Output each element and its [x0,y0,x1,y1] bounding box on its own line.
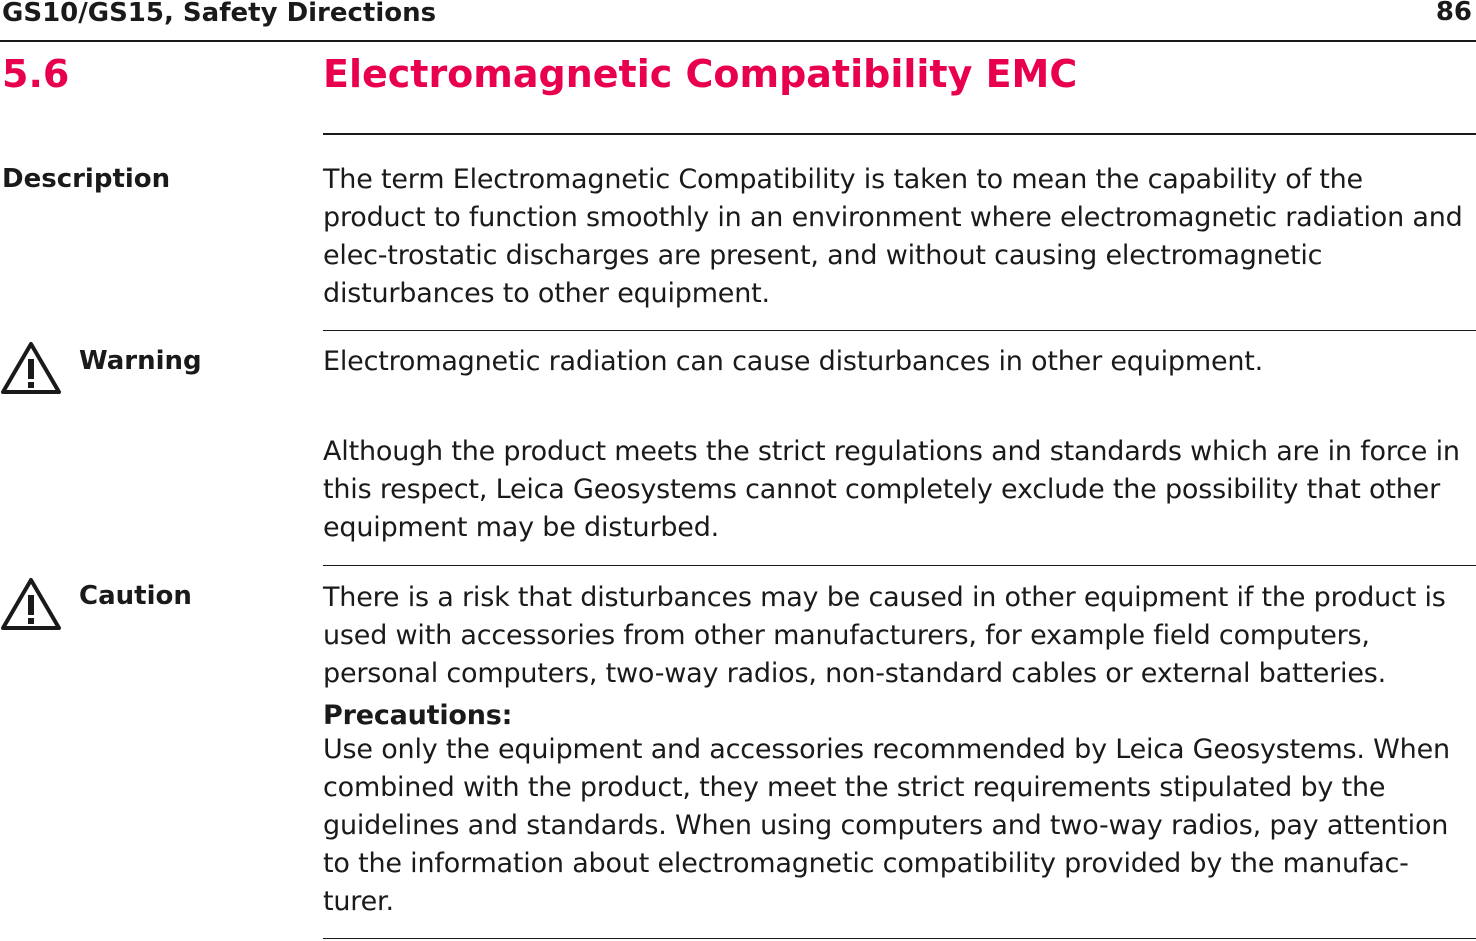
caution-label: Caution [79,581,192,611]
header-title: GS10/GS15, Safety Directions [2,0,437,28]
header-divider [0,40,1476,42]
section-divider [323,133,1476,135]
caution-divider [323,938,1476,939]
section-number: 5.6 [2,52,70,96]
page-number: 86 [1435,0,1472,27]
description-divider [323,330,1476,331]
description-text: The term Electromagnetic Compatibility is taken to mean the capability of the product to function smoothly in an environment where electromagnetic radiation and elec-trostatic discharges are present, and without causing electromagnetic disturbances to other equipment. [323,164,1463,309]
warning-label: Warning [79,346,202,376]
warning-divider [323,565,1476,566]
warning-text: Electromagnetic radiation can cause disturbances in other equipment. [323,346,1264,377]
precautions-label: Precautions: [323,700,513,731]
warning-triangle-icon [0,340,62,396]
warning-triangle-icon [0,576,62,632]
section-title: Electromagnetic Compatibility EMC [323,52,1078,96]
caution-text: There is a risk that disturbances may be caused in other equipment if the product is used with accessories from other manufacturers, for example field computers, personal computers, two-way radios, non-standard cables or external batteries. [323,582,1446,689]
warning-detail-text: Although the product meets the strict regulations and standards which are in force in this respect, Leica Geosystems cannot completely exclude the possibility that other equipment may be disturbed. [323,436,1460,543]
precautions-text: Use only the equipment and accessories recommended by Leica Geosystems. When combined with the product, they meet the strict requirements stipulated by the guidelines and standards. When using computers and two-way radios, pay attention to the information about electromagnetic compatibility provided by the manufac-turer. [323,734,1450,917]
description-label: Description [2,164,171,194]
